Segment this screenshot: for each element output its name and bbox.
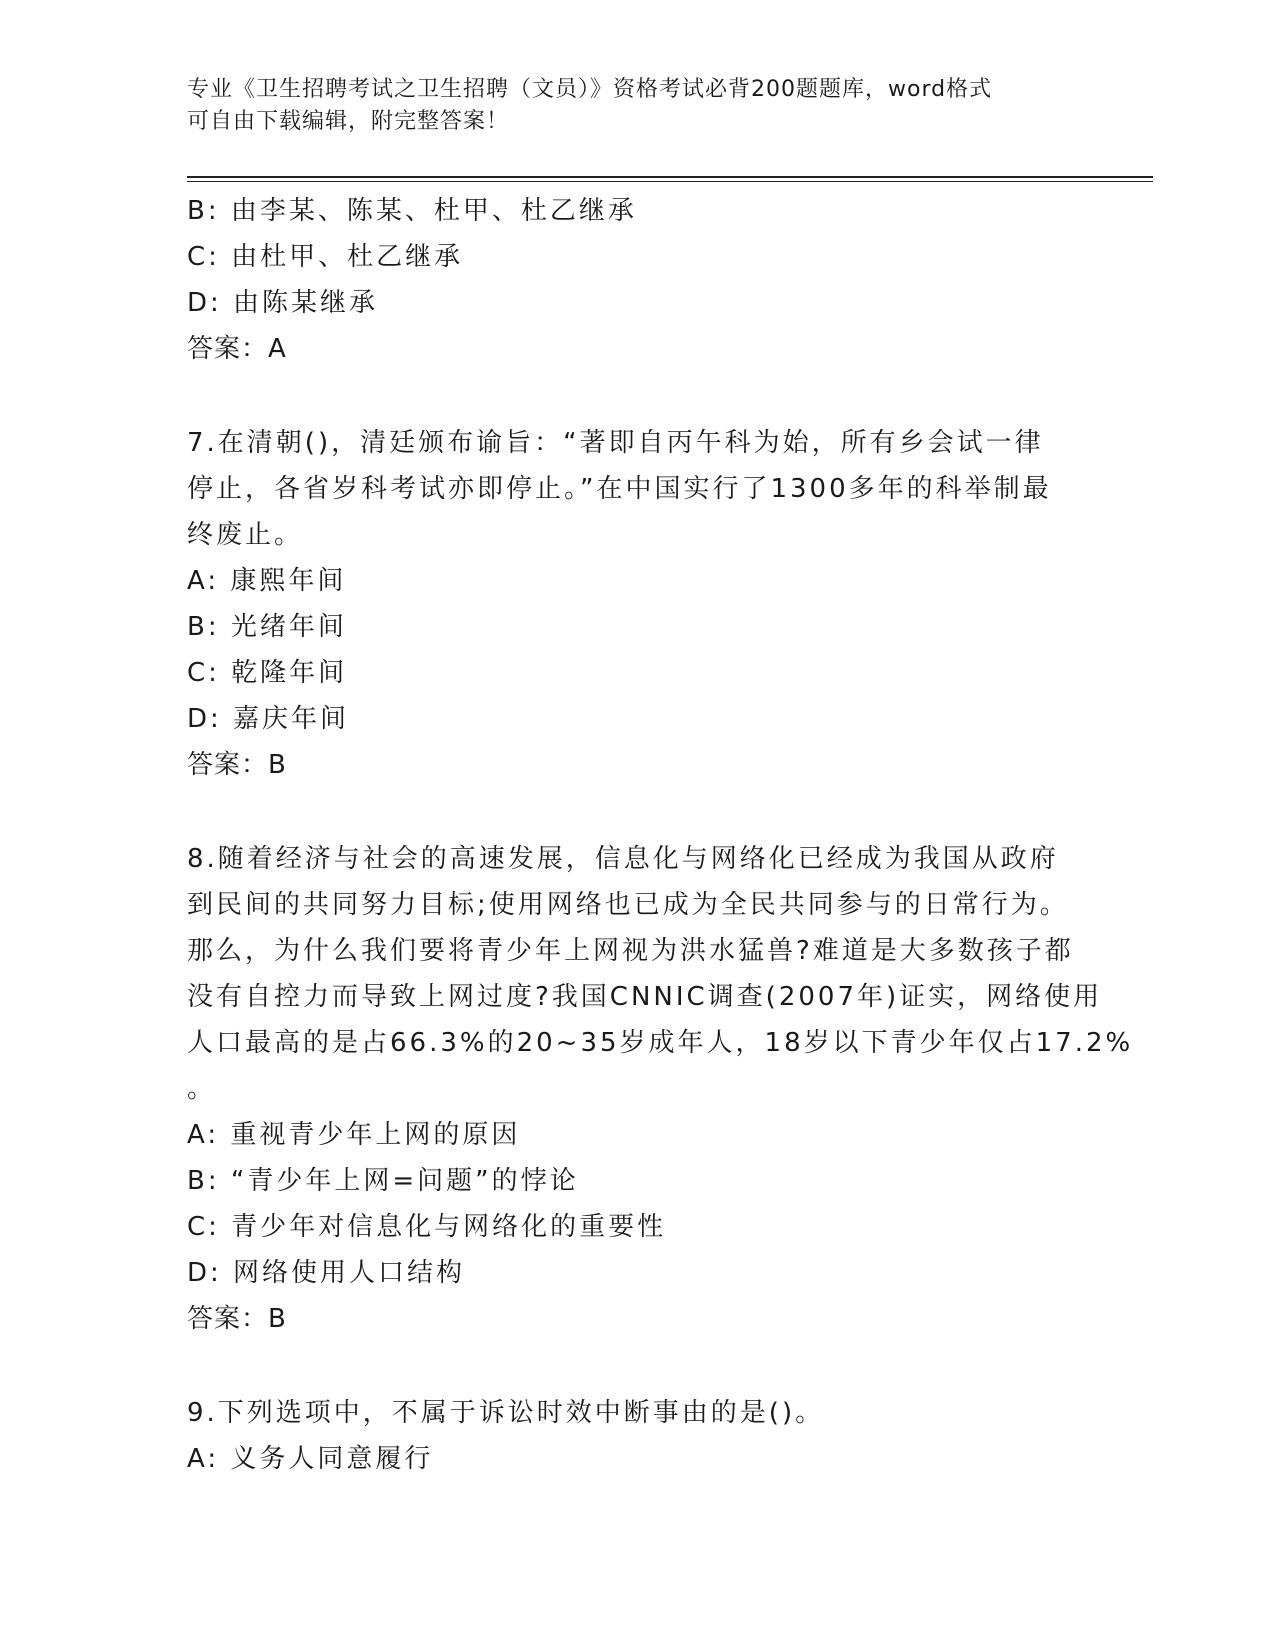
option-d: D: 嘉庆年间: [187, 704, 350, 734]
document-header: [187, 74, 1087, 138]
option-b: B: “青少年上网=问题”的悖论: [187, 1166, 579, 1196]
header-rule: [187, 176, 1153, 178]
option-a: A: 义务人同意履行: [187, 1444, 434, 1474]
question-stem-line: 到民间的共同努力目标;使用网络也已成为全民共同参与的日常行为。: [187, 890, 1069, 920]
header-line-2: 可自由下载编辑，附完整答案！: [187, 109, 510, 134]
question-7: [187, 420, 1087, 788]
option-c: C: 青少年对信息化与网络化的重要性: [187, 1212, 667, 1242]
question-list: [187, 188, 1134, 1482]
option-a: A: 重视青少年上网的原因: [187, 1120, 521, 1150]
option-c: C: 由杜甲、杜乙继承: [187, 242, 464, 272]
question-stem-line: 8.随着经济与社会的高速发展，信息化与网络化已经成为我国从政府: [187, 844, 1059, 874]
question-8: [187, 836, 1134, 1342]
option-c: C: 乾隆年间: [187, 658, 348, 688]
question-stem-line: 7.在清朝()，清廷颁布谕旨：“著即自丙午科为始，所有乡会试一律: [187, 428, 1044, 458]
answer: 答案：B: [187, 750, 287, 780]
answer: 答案：B: [187, 1304, 287, 1334]
option-a: A: 康熙年间: [187, 566, 347, 596]
option-b: B: 光绪年间: [187, 612, 347, 642]
question-stem-line: 那么，为什么我们要将青少年上网视为洪水猛兽?难道是大多数孩子都: [187, 936, 1074, 966]
question-stem-line: 没有自控力而导致上网过度?我国CNNIC调查(2007年)证实，网络使用: [187, 982, 1103, 1012]
option-d: D: 由陈某继承: [187, 288, 379, 318]
question-stem-line: 。: [187, 1074, 217, 1104]
question-stem-line: 9.下列选项中，不属于诉讼时效中断事由的是()。: [187, 1398, 825, 1428]
question-stem-line: 终废止。: [187, 520, 304, 550]
question-stem-line: 停止，各省岁科考试亦即停止。”在中国实行了1300多年的科举制最: [187, 474, 1052, 504]
question-stem-line: 人口最高的是占66.3%的20~35岁成年人，18岁以下青少年仅占17.2%: [187, 1028, 1134, 1058]
option-b: B: 由李某、陈某、杜甲、杜乙继承: [187, 196, 637, 226]
question-9: [187, 1390, 1087, 1482]
question-6: [187, 188, 1087, 372]
answer: 答案：A: [187, 334, 287, 364]
header-line-1: 专业《卫生招聘考试之卫生招聘（文员）》资格考试必背200题题库，word格式: [187, 77, 993, 102]
option-d: D: 网络使用人口结构: [187, 1258, 466, 1288]
header-rule-thin: [187, 181, 1153, 182]
